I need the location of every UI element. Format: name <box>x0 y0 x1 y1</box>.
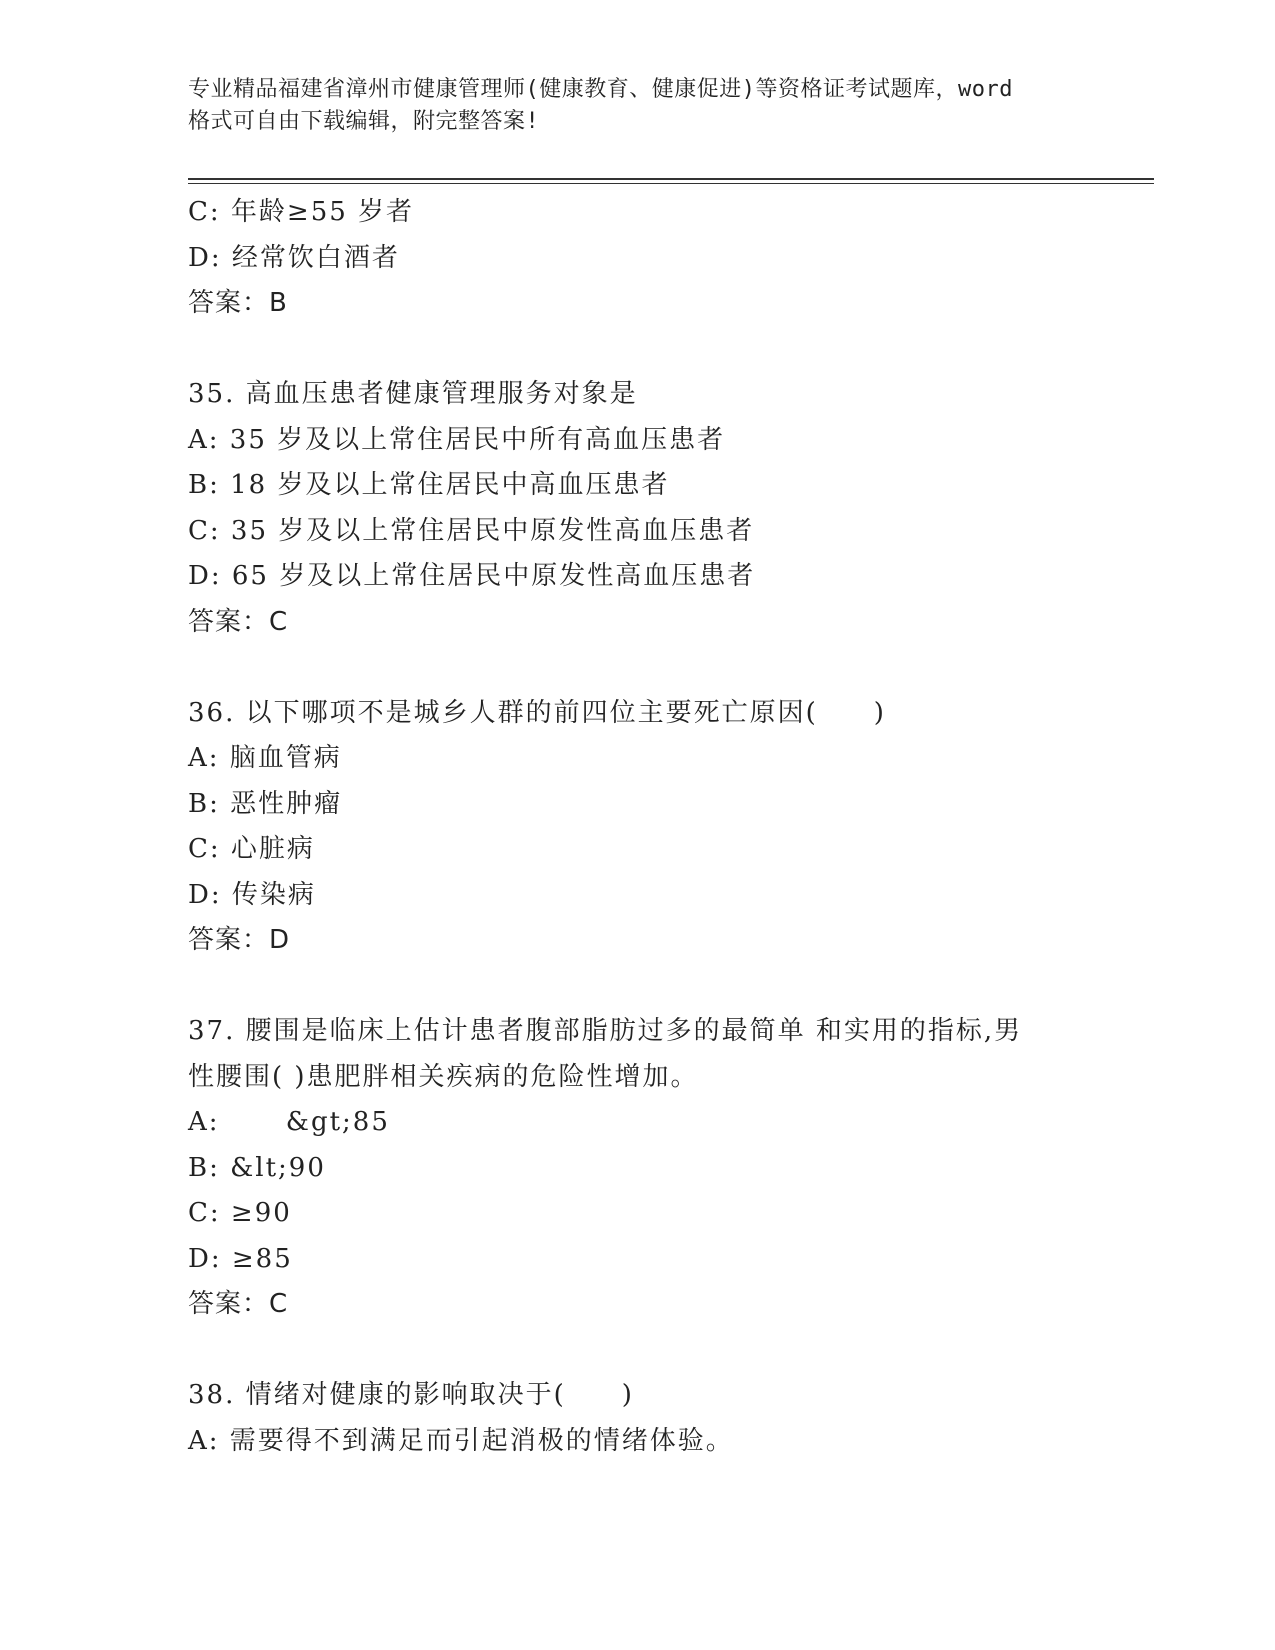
option-c: C: 年龄≥55 岁者 <box>188 197 415 227</box>
spacer <box>188 1328 1148 1374</box>
question-stem: 36. 以下哪项不是城乡人群的前四位主要死亡原因( ) <box>188 697 886 728</box>
question-stem: 37. 腰围是临床上估计患者腹部脂肪过多的最简单 和实用的指标,男 <box>188 1016 1023 1046</box>
option-c: C: 35 岁及以上常住居民中原发性高血压患者 <box>188 515 755 546</box>
header-divider-thin <box>188 183 1154 184</box>
option-a: A: 35 岁及以上常住居民中所有高血压患者 <box>188 424 726 455</box>
option-b: B: &lt;90 <box>188 1152 326 1183</box>
question-37 <box>188 1009 1148 1328</box>
answer-line: 答案：B <box>188 288 288 318</box>
spacer <box>188 327 1148 373</box>
option-a: A: 脑血管病 <box>188 743 342 773</box>
question-list <box>188 190 1148 1464</box>
question-34-tail <box>188 190 1148 327</box>
header-line-2: 格式可自由下载编辑，附完整答案! <box>188 109 540 134</box>
question-stem: 38. 情绪对健康的影响取决于( ) <box>188 1380 634 1410</box>
question-stem: 35. 高血压患者健康管理服务对象是 <box>188 379 638 409</box>
option-c: C: 心脏病 <box>188 834 315 864</box>
answer-line: 答案：C <box>188 606 289 637</box>
option-b: B: 18 岁及以上常住居民中高血压患者 <box>188 470 670 500</box>
question-stem-continued: 性腰围( )患肥胖相关疾病的危险性增加。 <box>188 1061 699 1092</box>
spacer <box>188 645 1148 691</box>
header-line-1: 专业精品福建省漳州市健康管理师(健康教育、健康促进)等资格证考试题库，word <box>188 77 1013 102</box>
option-d: D: 传染病 <box>188 879 316 910</box>
answer-line: 答案：D <box>188 925 291 955</box>
option-a: A: 需要得不到满足而引起消极的情绪体验。 <box>188 1425 734 1456</box>
option-c: C: ≥90 <box>188 1198 292 1228</box>
question-35 <box>188 372 1148 645</box>
answer-line: 答案：C <box>188 1289 289 1319</box>
document-header <box>188 74 1088 138</box>
option-d: D: ≥85 <box>188 1243 293 1274</box>
option-d: D: 65 岁及以上常住居民中原发性高血压患者 <box>188 561 756 591</box>
option-d: D: 经常饮白酒者 <box>188 242 400 273</box>
question-36 <box>188 691 1148 964</box>
spacer <box>188 964 1148 1010</box>
question-38 <box>188 1373 1148 1464</box>
header-divider-thick <box>188 178 1154 180</box>
option-b: B: 恶性肿瘤 <box>188 788 343 819</box>
option-a: A: &gt;85 <box>188 1107 390 1137</box>
